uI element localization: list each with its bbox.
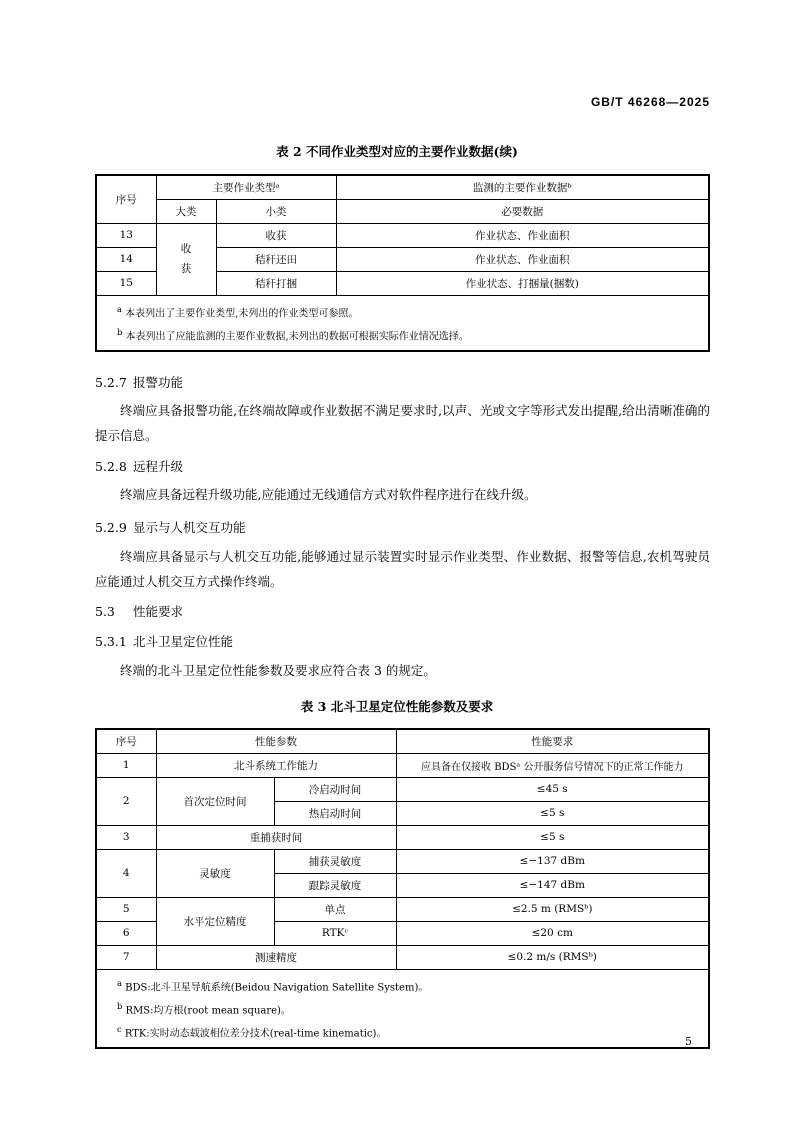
t3-param: 北斗系统工作能力 [156, 753, 396, 777]
t3-subparam: 跟踪灵敏度 [274, 873, 396, 897]
t2-header-required: 必要数据 [336, 199, 709, 223]
footnote-mark: b [117, 1000, 123, 1011]
t2-note: $^b$ 本表列出了应能监测的主要作业数据,未列出的数据可根据实际作业情况选择。 [117, 326, 469, 343]
t3-req: ≤5 s [396, 801, 709, 825]
t2-row-sub: 秸秆还田 [216, 247, 336, 271]
t3-note: $^c$ RTK:实时动态载波相位差分技术(real-time kinematic)。 [117, 1024, 387, 1040]
t2-header-op-type: 主要作业类型ᵃ [156, 175, 336, 199]
footnote-mark: a [117, 977, 122, 988]
t2-group-cell [156, 223, 216, 295]
table-row [96, 777, 709, 801]
t3-req: ≤−137 dBm [396, 849, 709, 873]
t3-header-req: 性能要求 [396, 729, 709, 753]
footnote-mark: c [117, 1024, 122, 1035]
t3-subparam: RTKᶜ [274, 921, 396, 945]
t2-header-seq: 序号 [96, 175, 156, 223]
footnote-mark: b [117, 326, 123, 337]
t3-no: 7 [96, 945, 156, 969]
table3 [95, 728, 710, 1049]
table-row [96, 223, 709, 247]
t2-row-no: 14 [96, 247, 156, 271]
section-heading-5-3: 5.3 性能要求 [95, 604, 184, 619]
t2-row-sub: 收获 [216, 223, 336, 247]
t3-note: $^a$ BDS:北斗卫星导航系统(Beidou Navigation Satellite System)。 [117, 977, 429, 993]
table-row [96, 825, 709, 849]
t2-group-char: 收 [180, 243, 192, 255]
standard-number: GB/T 46268—2025 [590, 95, 710, 109]
t3-subparam: 捕获灵敏度 [274, 849, 396, 873]
t2-note: $^a$ 本表列出了主要作业类型,未列出的作业类型可参照。 [117, 303, 359, 319]
t3-param: 测速精度 [156, 945, 396, 969]
t2-row-sub: 秸秆打捆 [216, 271, 336, 295]
table-row [96, 897, 709, 921]
section-text-5-2-7: 终端应具备报警功能,在终端故障或作业数据不满足要求时,以声、光或文字等形式发出提醒,给出清晰准确的提示信息。 [95, 403, 710, 443]
t3-param: 首次定位时间 [156, 777, 274, 825]
table3-caption: 表 3 北斗卫星定位性能参数及要求 [300, 699, 494, 714]
t3-param: 水平定位精度 [156, 897, 274, 945]
t2-group-char: 获 [180, 263, 192, 275]
t3-req: ≤45 s [396, 777, 709, 801]
section-heading-5-2-9: 5.2.9 显示与人机交互功能 [95, 520, 246, 535]
t2-notes [96, 295, 709, 351]
t3-no: 2 [96, 777, 156, 825]
t3-header-seq: 序号 [96, 729, 156, 753]
t3-subparam: 单点 [274, 897, 396, 921]
t3-req: 应具备在仅接收 BDSᵃ 公开服务信号情况下的正常工作能力 [396, 753, 709, 777]
table2-caption: 表 2 不同作业类型对应的主要作业数据(续) [276, 144, 518, 159]
section-text-5-2-9: 终端应具备显示与人机交互功能,能够通过显示装置实时显示作业类型、作业数据、报警等信息,农机驾驶员应能通过人机交互方式操作终端。 [95, 549, 710, 589]
t2-header-category: 大类 [156, 199, 216, 223]
table-row [96, 945, 709, 969]
section-text-5-2-8: 终端应具备远程升级功能,应能通过无线通信方式对软件程序进行在线升级。 [120, 487, 537, 502]
section-heading-5-3-1: 5.3.1 北斗卫星定位性能 [95, 634, 234, 649]
t3-req: ≤2.5 m (RMSᵇ) [396, 897, 709, 921]
t3-subparam: 冷启动时间 [274, 777, 396, 801]
t3-param: 灵敏度 [156, 849, 274, 897]
table2 [95, 174, 710, 352]
t3-header-param: 性能参数 [156, 729, 396, 753]
t3-req: ≤20 cm [396, 921, 709, 945]
page-number: 5 [685, 1035, 692, 1048]
t3-subparam: 热启动时间 [274, 801, 396, 825]
t2-row-data: 作业状态、打捆量(捆数) [336, 271, 709, 295]
footnote-mark: a [117, 303, 122, 314]
t3-no: 1 [96, 753, 156, 777]
t3-no: 3 [96, 825, 156, 849]
t2-header-monitored: 监测的主要作业数据ᵇ [336, 175, 709, 199]
t3-req: ≤−147 dBm [396, 873, 709, 897]
table-row [96, 849, 709, 873]
t3-req: ≤5 s [396, 825, 709, 849]
t3-req: ≤0.2 m/s (RMSᵇ) [396, 945, 709, 969]
section-heading-5-2-7: 5.2.7 报警功能 [95, 375, 184, 390]
t2-header-subcategory: 小类 [216, 199, 336, 223]
table-row [96, 753, 709, 777]
t2-row-no: 13 [96, 223, 156, 247]
section-heading-5-2-8: 5.2.8 远程升级 [95, 459, 184, 474]
t3-note: $^b$ RMS:均方根(root mean square)。 [117, 1000, 291, 1017]
section-text-5-3-1: 终端的北斗卫星定位性能参数及要求应符合表 3 的规定。 [120, 663, 436, 678]
t2-row-data: 作业状态、作业面积 [336, 223, 709, 247]
t3-no: 5 [96, 897, 156, 921]
t2-row-data: 作业状态、作业面积 [336, 247, 709, 271]
t3-param: 重捕获时间 [156, 825, 396, 849]
t3-no: 4 [96, 849, 156, 897]
t2-row-no: 15 [96, 271, 156, 295]
t3-no: 6 [96, 921, 156, 945]
t3-notes [96, 969, 709, 1048]
